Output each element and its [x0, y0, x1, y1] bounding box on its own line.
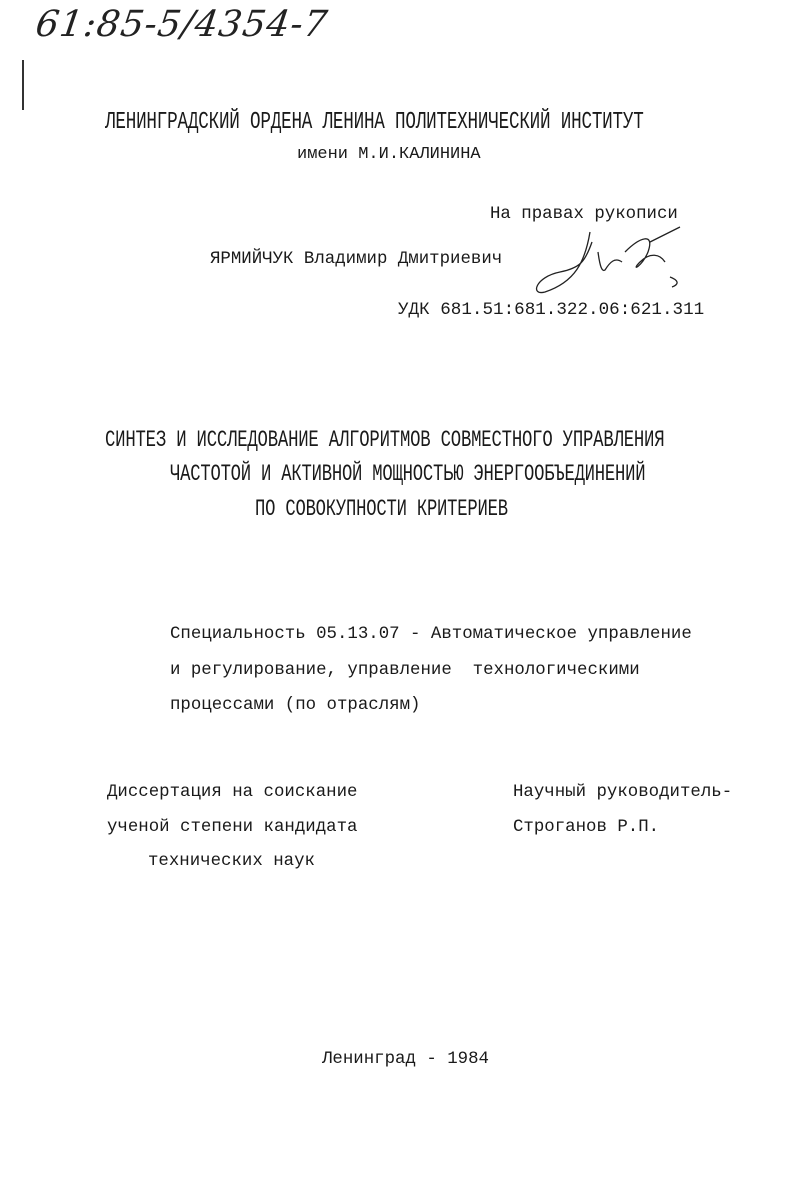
degree-line-1: Диссертация на соискание: [107, 783, 358, 802]
specialty-line-2: и регулирование, управление технологическими: [170, 661, 640, 680]
margin-mark: [22, 60, 24, 110]
title-line-3: ПО СОВОКУПНОСТИ КРИТЕРИЕВ: [255, 497, 508, 524]
supervisor-name: Строганов Р.П.: [513, 818, 660, 837]
udc-code: УДК 681.51:681.322.06:621.311: [398, 300, 705, 320]
title-line-2: ЧАСТОТОЙ И АКТИВНОЙ МОЩНОСТЬЮ ЭНЕРГООБЪЕДИНЕНИЙ: [170, 462, 646, 489]
degree-line-2: ученой степени кандидата: [107, 818, 358, 837]
signature: [530, 222, 700, 302]
author-name: ЯРМИЙЧУК Владимир Дмитриевич: [210, 250, 503, 269]
title-line-1: СИНТЕЗ И ИССЛЕДОВАНИЕ АЛГОРИТМОВ СОВМЕСТНОГО УПРАВЛЕНИЯ: [105, 428, 665, 455]
supervisor-label: Научный руководитель-: [513, 783, 733, 802]
place-and-year: Ленинград - 1984: [322, 1050, 489, 1069]
manuscript-note: На правах рукописи: [490, 205, 678, 224]
institution-line-1: ЛЕНИНГРАДСКИЙ ОРДЕНА ЛЕНИНА ПОЛИТЕХНИЧЕСКИЙ ИНСТИТУТ: [105, 109, 644, 137]
institution-line-2: имени М.И.КАЛИНИНА: [297, 145, 481, 164]
specialty-line-1: Специальность 05.13.07 - Автоматическое управление: [170, 625, 692, 644]
specialty-line-3: процессами (по отраслям): [170, 696, 421, 715]
handwritten-archive-number: 61:85-5/4354-7: [33, 4, 331, 45]
degree-line-3: технических наук: [148, 852, 315, 871]
